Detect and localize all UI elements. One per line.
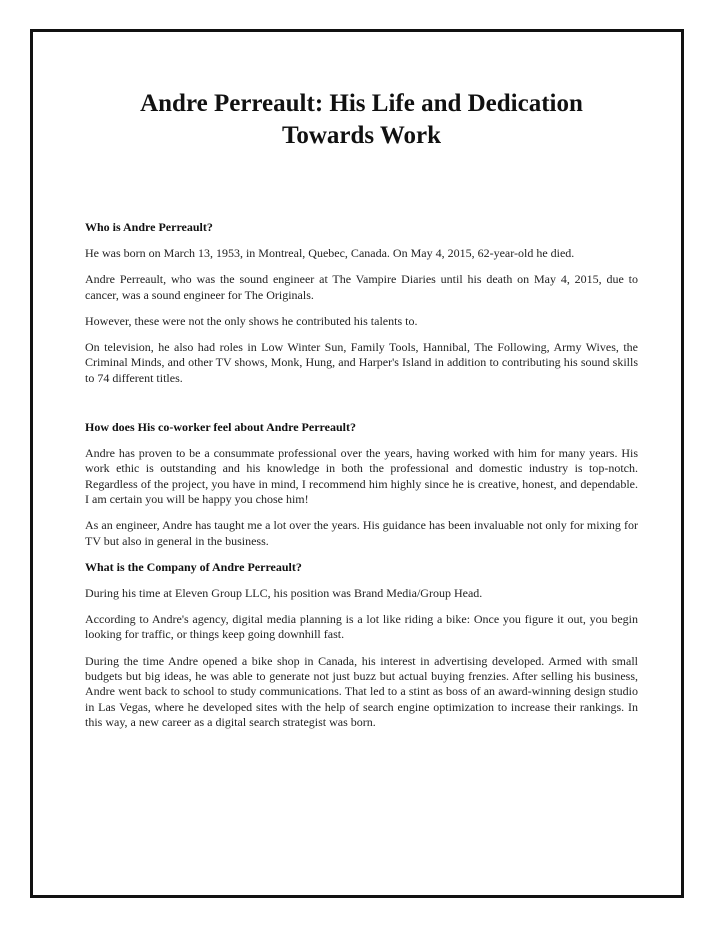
paragraph: Andre Perreault, who was the sound engineer at The Vampire Diaries until his death on May 4, 2015, due to cancer, was a sound engineer for The Originals. xyxy=(85,272,638,302)
paragraph: On television, he also had roles in Low Winter Sun, Family Tools, Hannibal, The Following, Army Wives, the Criminal Minds, and other TV shows, Monk, Hung, and Harper's Island in addition to contributing his sound skills to 74 different titles. xyxy=(85,340,638,385)
paragraph: According to Andre's agency, digital media planning is a lot like riding a bike: Once you figure it out, you begin looking for traffic, or things keep going downhill fast. xyxy=(85,612,638,642)
document-title: Andre Perreault: His Life and Dedication Towards Work xyxy=(140,90,583,149)
paragraph: As an engineer, Andre has taught me a lot over the years. His guidance has been invaluable not only for mixing for TV but also in general in the business. xyxy=(85,518,638,548)
paragraph: He was born on March 13, 1953, in Montreal, Quebec, Canada. On May 4, 2015, 62-year-old he died. xyxy=(85,246,575,260)
section-heading-coworker: How does His co-worker feel about Andre Perreault? xyxy=(85,420,356,435)
section-heading-company: What is the Company of Andre Perreault? xyxy=(85,559,302,574)
section-heading-who: Who is Andre Perreault? xyxy=(85,220,213,234)
paragraph: Andre has proven to be a consummate professional over the years, having worked with him for many years. His work ethic is outstanding and his knowledge in both the professional and domestic industry is top-notch. Regardless of the project, you have in mind, I recommend him highly since he is creative, honest, and dependable. I am certain you will be happy you chose him! xyxy=(85,446,638,506)
paragraph: During his time at Eleven Group LLC, his position was Brand Media/Group Head. xyxy=(85,585,483,600)
paragraph: However, these were not the only shows he contributed his talents to. xyxy=(85,313,418,328)
paragraph: During the time Andre opened a bike shop in Canada, his interest in advertising developed. Armed with small budgets but big ideas, he was able to generate not just buzz but actual buying frenzies. After selling his business, Andre went back to school to study communications. That led to a stint as boss of an award-winning design studio in Las Vegas, where he developed sites with the help of search engine optimization to increase their rankings. In this way, a new career as a digital search strategist was born. xyxy=(85,653,638,729)
document-body xyxy=(85,88,638,741)
